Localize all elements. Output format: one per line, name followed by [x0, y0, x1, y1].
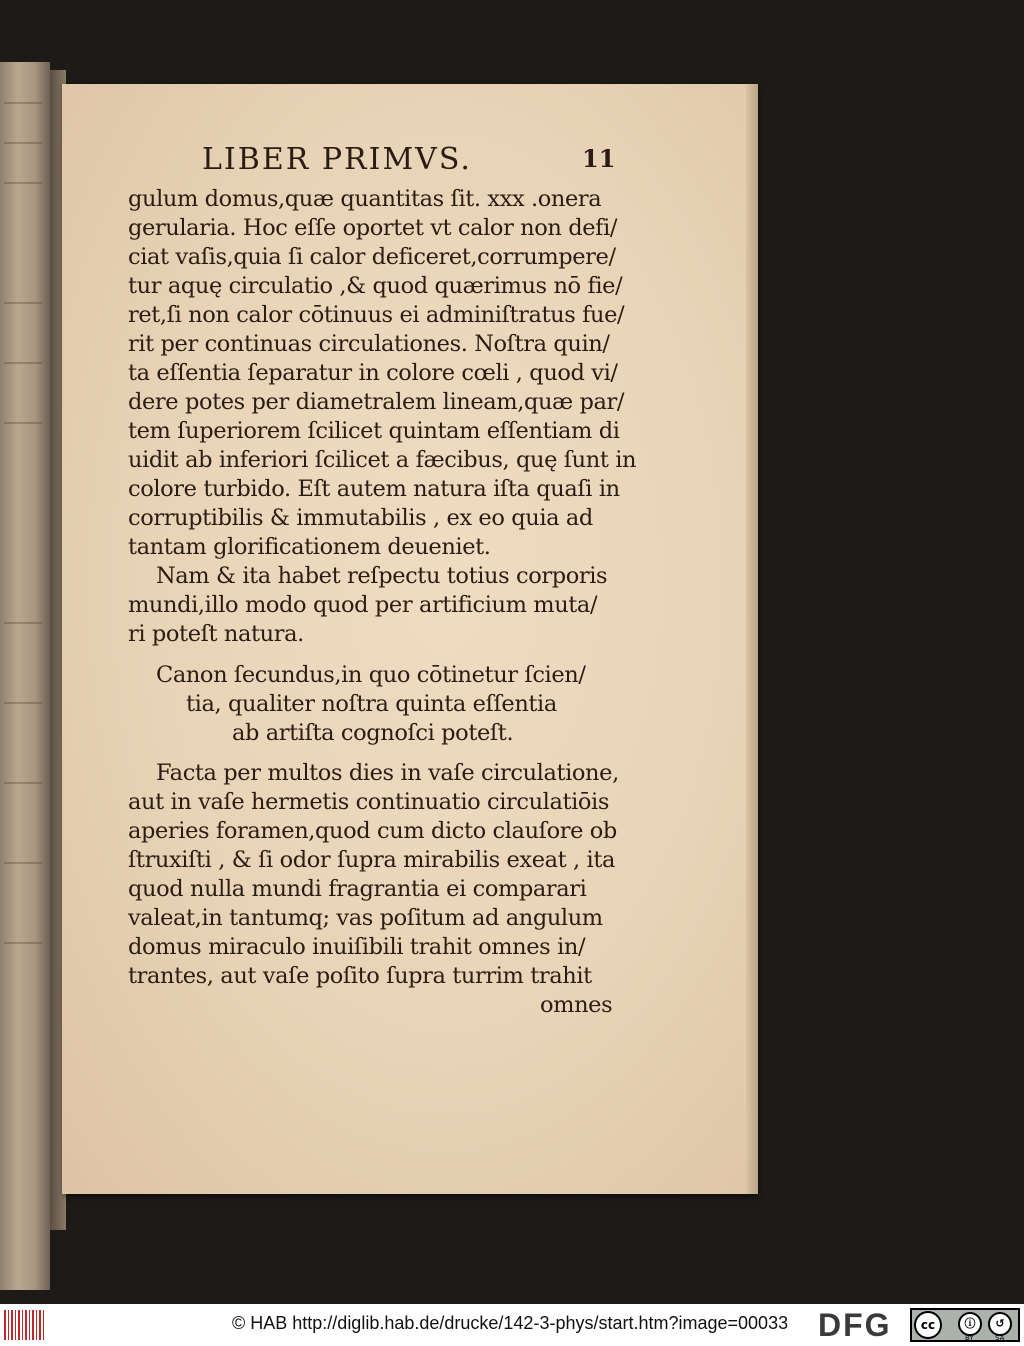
barcode-icon	[4, 1310, 46, 1340]
text-line: valeat,in tantumq; vas poſitum ad angulum	[128, 905, 603, 931]
text-line: colore turbido. Eſt autem natura iſta quaſi in	[128, 476, 620, 502]
attribution-icon: ⓘ	[958, 1312, 982, 1336]
text-line: trantes, aut vaſe poſito ſupra turrim trahit	[128, 963, 592, 989]
text-line: aperies foramen,quod cum dicto clauſore ob	[128, 818, 617, 844]
section-heading-line: tia, qualiter noſtra quinta eſſentia	[186, 691, 557, 717]
running-head: LIBER PRIMVS.	[202, 142, 472, 177]
folio-number: 11	[582, 144, 616, 173]
text-line: mundi,illo modo quod per artificium muta/	[128, 592, 598, 618]
previous-page-edge	[0, 62, 50, 1290]
text-line: domus miraculo inuiſibili trahit omnes in/	[128, 934, 586, 960]
text-line: ri poteſt natura.	[128, 621, 304, 647]
section-heading-line: ab artiſta cognoſci poteſt.	[232, 720, 514, 746]
text-line: dere potes per diametralem lineam,quæ par/	[128, 389, 625, 415]
text-line: tem ſuperiorem ſcilicet quintam eſſentiam di	[128, 418, 620, 444]
text-line: aut in vaſe hermetis continuatio circulatiōis	[128, 789, 609, 815]
text-line: gerularia. Hoc eſſe oportet vt calor non defi/	[128, 215, 618, 241]
cc-icon: cc	[914, 1311, 942, 1339]
text-line: quod nulla mundi fragrantia ei comparari	[128, 876, 587, 902]
text-line: rit per continuas circulationes. Noſtra quin/	[128, 331, 610, 357]
text-line: corruptibilis & immutabilis , ex eo quia ad	[128, 505, 593, 531]
footer-bar	[0, 1304, 1024, 1346]
text-line: Nam & ita habet reſpectu totius corporis	[156, 563, 608, 589]
text-line: gulum domus,quæ quantitas ſit. xxx .onera	[128, 186, 602, 212]
section-heading-line: Canon ſecundus,in quo cōtinetur ſcien/	[156, 662, 586, 688]
text-line: tur aquę circulatio ,& quod quærimus nō fie/	[128, 273, 623, 299]
text-line: ta eſſentia ſeparatur in colore cœli , quod vi/	[128, 360, 618, 386]
source-link[interactable]: © HAB http://diglib.hab.de/drucke/142-3-phys/start.htm?image=00033	[232, 1313, 789, 1333]
text-line: ret,ſi non calor cōtinuus ei adminiſtratus fue/	[128, 302, 625, 328]
page-edge	[746, 84, 758, 1194]
share-alike-icon: ↺	[988, 1312, 1012, 1336]
text-line: tantam glorificationem deueniet.	[128, 534, 491, 560]
sa-label: SA	[995, 1334, 1005, 1342]
cc-license-badge[interactable]	[910, 1308, 1020, 1342]
catchword: omnes	[540, 992, 613, 1018]
text-line: ſtruxiſti , & ſi odor ſupra mirabilis exeat , ita	[128, 847, 616, 873]
text-line: ciat vaſis,quia ſi calor deficeret,corrumpere/	[128, 244, 616, 270]
text-line: Facta per multos dies in vaſe circulatione,	[156, 760, 619, 786]
text-line: uidit ab inferiori ſcilicet a fæcibus, quę ſunt in	[128, 447, 637, 473]
dfg-logo: DFG	[818, 1307, 892, 1343]
by-label: BY	[965, 1334, 974, 1342]
